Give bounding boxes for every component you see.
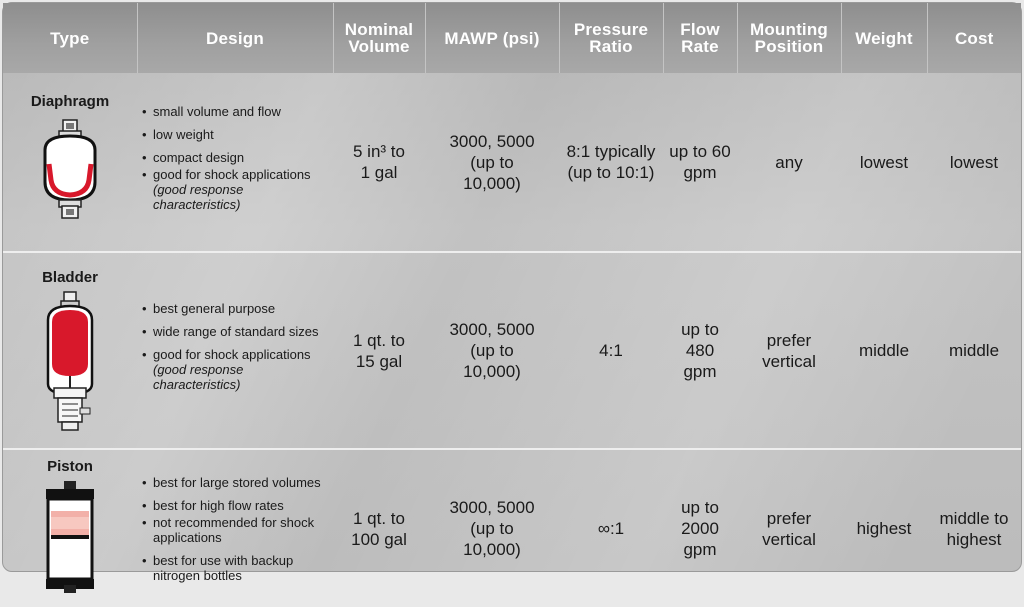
weight-cell: highest [856,519,912,538]
cost-cell: middle [927,252,1021,449]
type-label: Diaphragm [30,93,110,110]
mawp-cell: 3000, 5000 (up to 10,000) [449,498,535,559]
list-item: • low weight [141,127,327,142]
weight-cell: middle [841,252,927,449]
list-item: • small volume and flow [141,104,327,119]
header-flow: Flow Rate [663,3,737,73]
list-item: • wide range of standard sizes [141,324,327,339]
cost-cell: lowest [927,73,1021,252]
header-design: Design [137,3,333,73]
ratio-cell: 4:1 [559,252,663,449]
volume-cell: 5 in³ to 1 gal [333,73,425,252]
design-list [141,475,327,583]
diaphragm-accumulator-icon [35,118,105,222]
type-cell [3,252,137,449]
flow-cell: up to 2000 gpm [681,498,719,559]
type-label: Piston [47,458,93,475]
list-item: • best for large stored volumes [141,475,327,490]
design-note: (good response characteristics) [153,182,244,212]
flow-cell: up to 60 gpm [663,73,737,252]
type-cell [3,73,137,252]
design-cell [137,73,333,252]
header-volume: Nominal Volume [333,3,425,73]
bladder-accumulator-icon [40,292,100,432]
table-row [3,449,1021,607]
piston-accumulator-icon [40,481,100,593]
volume-cell: 1 qt. to 15 gal [333,252,425,449]
weight-cell: lowest [841,73,927,252]
list-item: • best for high flow rates [141,498,327,513]
volume-cell: 1 qt. to 100 gal [351,508,407,549]
header-cost: Cost [927,3,1021,73]
flow-cell: up to 480 gpm [663,252,737,449]
comparison-table-panel [2,2,1022,583]
list-item: • compact design [141,150,327,165]
list-item: • best general purpose [141,301,327,316]
design-cell [137,449,333,607]
header-ratio: Pressure Ratio [559,3,663,73]
list-item: • best for use with backup nitrogen bottles [141,553,327,583]
ratio-cell: 8:1 typically (up to 10:1) [559,73,663,252]
table-row [3,73,1021,252]
design-cell [137,252,333,449]
header-row [3,3,1021,73]
accumulator-comparison-table [3,3,1021,607]
table-row [3,252,1021,449]
type-label: Bladder [42,269,98,286]
mawp-cell: 3000, 5000 (up to 10,000) [425,252,559,449]
ratio-cell: ∞:1 [597,519,625,538]
mawp-cell: 3000, 5000 (up to 10,000) [425,73,559,252]
design-list [141,301,327,392]
header-mounting: Mounting Position [737,3,841,73]
cost-cell: middle to highest [939,508,1009,549]
design-note: (good response characteristics) [153,362,244,392]
header-weight: Weight [841,3,927,73]
mounting-cell: any [737,73,841,252]
design-list [141,104,327,212]
header-type: Type [3,3,137,73]
list-item: • good for shock applications (good response characteristics) [141,347,327,392]
type-cell [3,449,137,607]
list-item: • good for shock applications (good response characteristics) [141,167,327,212]
header-mawp: MAWP (psi) [425,3,559,73]
mounting-cell: prefer vertical [762,508,816,549]
mounting-cell: prefer vertical [737,252,841,449]
list-item: • not recommended for shock applications [141,515,327,545]
